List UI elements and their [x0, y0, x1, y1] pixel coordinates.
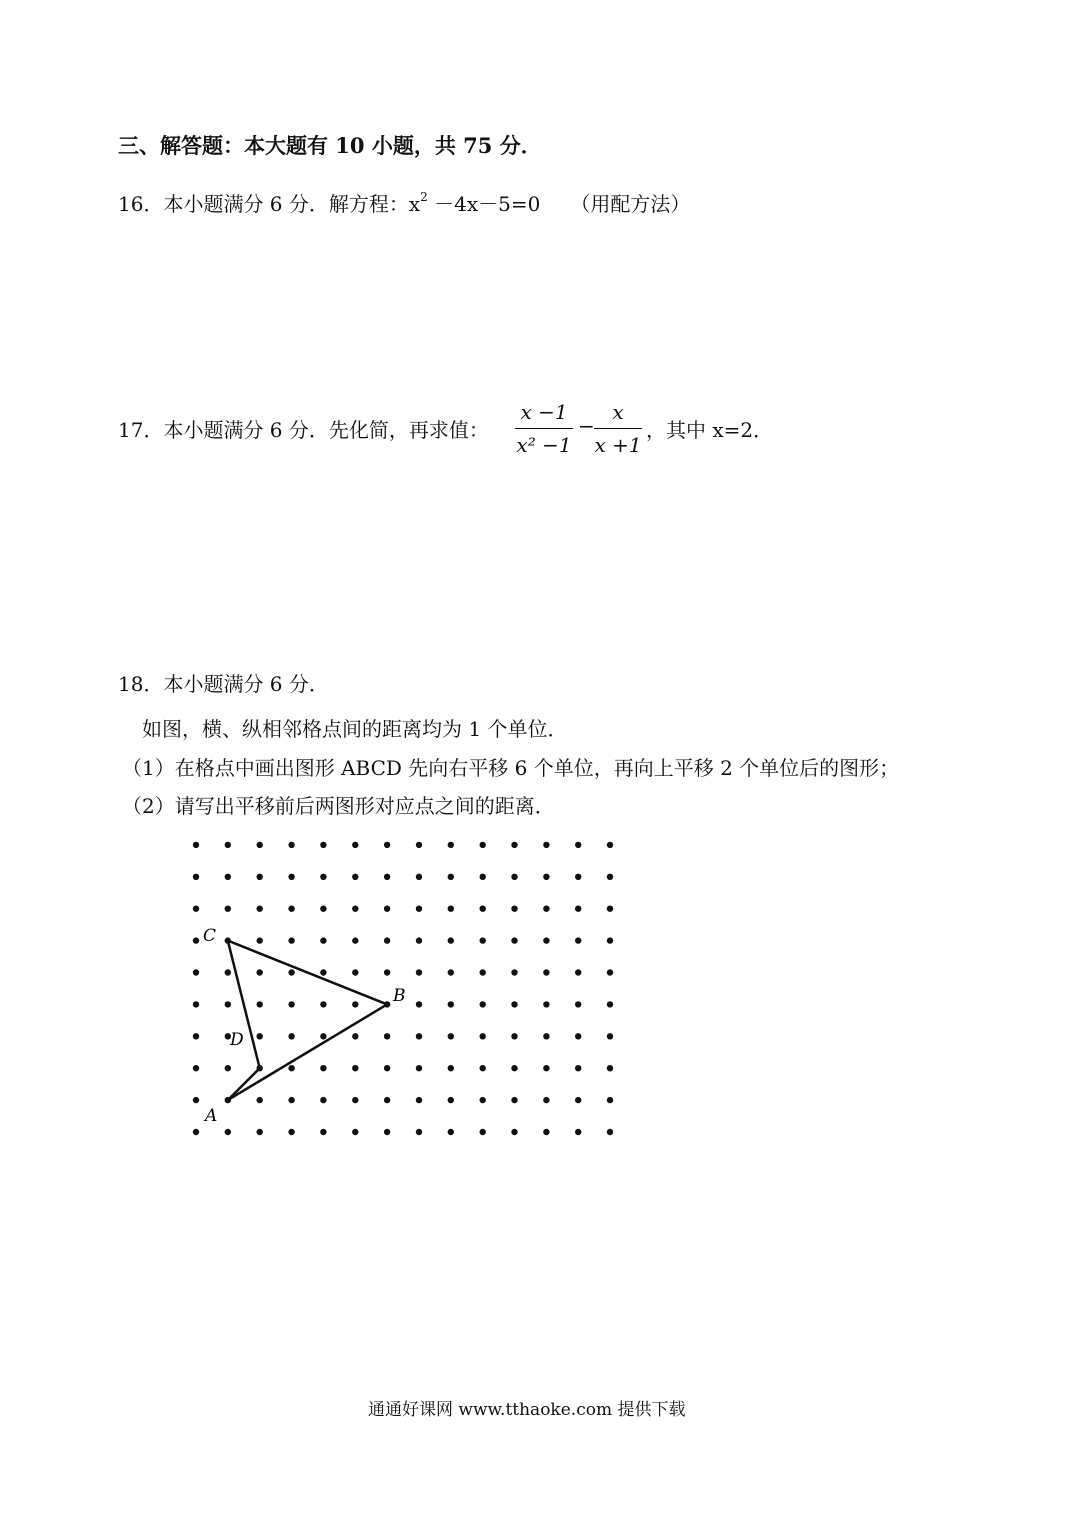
question-18-intro: 如图，横、纵相邻格点间的距离均为 1 个单位． [142, 717, 568, 741]
grid-dot [257, 1001, 263, 1007]
grid-dot [193, 842, 199, 848]
grid-dot [193, 1033, 199, 1039]
grid-dot [448, 842, 454, 848]
grid-dot [543, 906, 549, 912]
grid-dot [416, 937, 422, 943]
grid-dot [416, 1001, 422, 1007]
grid-dot [352, 842, 358, 848]
grid-dot [288, 969, 294, 975]
grid-dot [257, 969, 263, 975]
grid-dot [352, 937, 358, 943]
grid-dot [543, 969, 549, 975]
grid-dot [288, 906, 294, 912]
grid-dot [607, 1033, 613, 1039]
grid-dot [257, 1033, 263, 1039]
grid-dot [480, 874, 486, 880]
grid-dot [448, 874, 454, 880]
question-16-text: 16．本小题满分 6 分．解方程： [118, 192, 409, 216]
grid-dot [384, 842, 390, 848]
grid-dot [352, 874, 358, 880]
grid-dot [511, 1033, 517, 1039]
grid-dot [575, 1097, 581, 1103]
grid-dot [193, 1097, 199, 1103]
grid-dot [193, 969, 199, 975]
grid-dot [480, 1033, 486, 1039]
grid-dot [480, 842, 486, 848]
grid-dot [448, 906, 454, 912]
grid-dot [225, 842, 231, 848]
section-title: 三、解答题：本大题有 10 小题，共 75 分． [118, 133, 542, 158]
grid-dot [352, 1065, 358, 1071]
grid-dot [288, 1097, 294, 1103]
grid-dot [607, 842, 613, 848]
grid-dot [288, 1001, 294, 1007]
grid-dot [511, 906, 517, 912]
grid-dot [543, 1001, 549, 1007]
grid-dot [416, 874, 422, 880]
grid-dot [288, 874, 294, 880]
grid-dot [480, 937, 486, 943]
grid-dot [543, 874, 549, 880]
grid-dot [511, 1065, 517, 1071]
grid-dot [607, 1097, 613, 1103]
question-17-tail: ，其中 x=2． [646, 418, 774, 442]
grid-dot [511, 1129, 517, 1135]
grid-dot [480, 1001, 486, 1007]
grid-dot [352, 969, 358, 975]
label-d: D [230, 1030, 244, 1050]
minus-operator: − [578, 414, 595, 438]
grid-dot [607, 937, 613, 943]
grid-dot [288, 1065, 294, 1071]
grid-dot [320, 1097, 326, 1103]
grid-dot [480, 906, 486, 912]
grid-dot [575, 874, 581, 880]
grid-dot [607, 874, 613, 880]
equation-exponent: 2 [420, 190, 428, 204]
fraction-2-numerator: x [612, 400, 624, 424]
question-18-part1: （1）在格点中画出图形 ABCD 先向右平移 6 个单位，再向上平移 2 个单位后的图形； [122, 756, 900, 780]
footer-text: 通通好课网 www.tthaoke.com 提供下载 [368, 1400, 686, 1420]
grid-dot [225, 969, 231, 975]
grid-dot [575, 906, 581, 912]
grid-dot [225, 874, 231, 880]
fraction-2-denominator: x +1 [594, 433, 642, 457]
grid-dot [193, 1129, 199, 1135]
grid-dot [543, 1097, 549, 1103]
grid-dot [320, 969, 326, 975]
grid-dot [416, 1129, 422, 1135]
grid-dot [320, 1001, 326, 1007]
fraction-1-denominator: x² −1 [516, 433, 572, 457]
grid-dot [511, 1001, 517, 1007]
grid-dot [416, 842, 422, 848]
grid-dot [320, 1033, 326, 1039]
label-c: C [203, 926, 217, 946]
grid-dot [225, 906, 231, 912]
grid-dot [575, 1129, 581, 1135]
grid-dot [384, 969, 390, 975]
grid-dot [448, 1065, 454, 1071]
grid-dot [193, 1001, 199, 1007]
grid-dot [320, 937, 326, 943]
grid-dot [416, 1097, 422, 1103]
grid-dot [607, 906, 613, 912]
grid-dot [352, 1001, 358, 1007]
grid-dot [543, 1033, 549, 1039]
grid-dot [511, 1097, 517, 1103]
label-a: A [205, 1106, 218, 1126]
question-18-text: 18．本小题满分 6 分． [118, 672, 329, 696]
grid-dot [416, 906, 422, 912]
grid-dot [448, 1001, 454, 1007]
grid-dot [607, 1065, 613, 1071]
grid-dot [288, 1129, 294, 1135]
grid-dot [448, 1129, 454, 1135]
grid-dot [257, 937, 263, 943]
grid-dot [193, 906, 199, 912]
grid-dot [288, 842, 294, 848]
grid-dot [352, 1097, 358, 1103]
fraction-1-numerator: x −1 [520, 400, 568, 424]
grid-dot [320, 874, 326, 880]
grid-dot [575, 842, 581, 848]
grid-dot [480, 1065, 486, 1071]
grid-dot [288, 937, 294, 943]
grid-dot [320, 1129, 326, 1135]
grid-dot [480, 969, 486, 975]
grid-dot [448, 937, 454, 943]
grid-dot [384, 1097, 390, 1103]
grid-dot [543, 937, 549, 943]
grid-dot [288, 1033, 294, 1039]
grid-dot [575, 1001, 581, 1007]
grid-dot [193, 1065, 199, 1071]
grid-dot [384, 1129, 390, 1135]
grid-dot [225, 1065, 231, 1071]
grid-dot [384, 1033, 390, 1039]
grid-dot [575, 969, 581, 975]
grid-dot [543, 1129, 549, 1135]
grid-dot [257, 1097, 263, 1103]
label-b: B [393, 986, 406, 1006]
question-18-part2: （2）请写出平移前后两图形对应点之间的距离． [122, 794, 555, 818]
grid-dot [193, 937, 199, 943]
grid-dot [480, 1097, 486, 1103]
grid-dot [543, 842, 549, 848]
grid-dot [448, 1033, 454, 1039]
grid-dot [257, 906, 263, 912]
grid-dot [384, 1065, 390, 1071]
grid-dot [575, 1065, 581, 1071]
grid-dot [511, 937, 517, 943]
grid-dot [416, 1033, 422, 1039]
grid-dot [384, 906, 390, 912]
grid-dot [352, 1129, 358, 1135]
grid-dot [384, 874, 390, 880]
grid-dot [257, 1129, 263, 1135]
equation-rest: －4x－5=0 [427, 192, 541, 216]
grid-dot [480, 1129, 486, 1135]
grid-dot [193, 874, 199, 880]
quadrilateral-abcd [228, 941, 387, 1101]
grid-dot [575, 1033, 581, 1039]
question-17-text: 17．本小题满分 6 分．先化简，再求值： [118, 418, 489, 442]
grid-dot [225, 1129, 231, 1135]
grid-dot [225, 1001, 231, 1007]
grid-dot [416, 969, 422, 975]
grid-dot [257, 842, 263, 848]
grid-dot [607, 1001, 613, 1007]
grid-dot [320, 842, 326, 848]
grid-dot [352, 1033, 358, 1039]
grid-dot [320, 1065, 326, 1071]
grid-dot [575, 937, 581, 943]
grid-dot [511, 874, 517, 880]
grid-dot [352, 906, 358, 912]
equation-base: x [408, 192, 421, 216]
grid-dot [543, 1065, 549, 1071]
grid-dot [320, 906, 326, 912]
grid-dot [511, 969, 517, 975]
grid-dot [607, 969, 613, 975]
grid-dot [416, 1065, 422, 1071]
grid-dot [448, 969, 454, 975]
grid-dot [384, 937, 390, 943]
grid-dot [607, 1129, 613, 1135]
grid-dot [257, 874, 263, 880]
grid-dot [511, 842, 517, 848]
method-note: （用配方法） [570, 192, 691, 216]
grid-dot [448, 1097, 454, 1103]
